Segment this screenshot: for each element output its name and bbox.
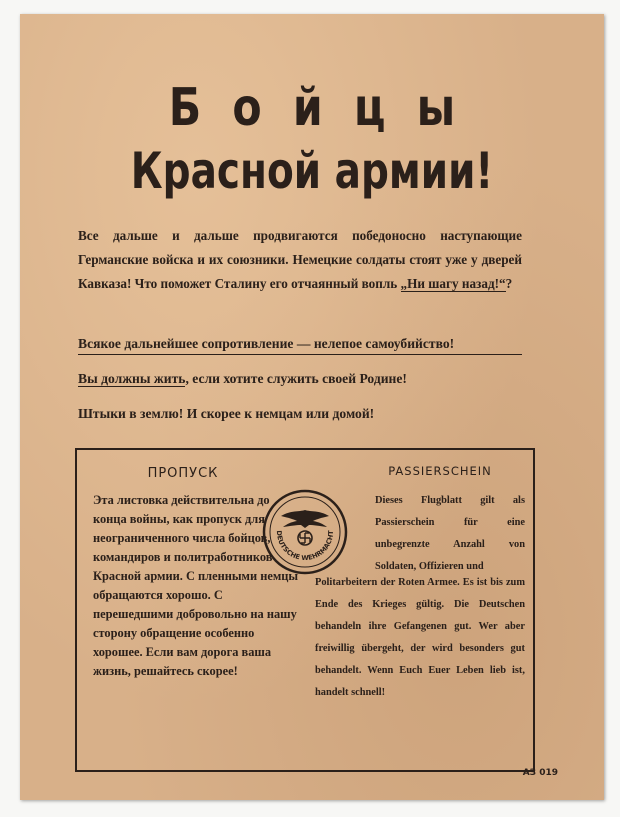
pass-box — [75, 448, 535, 772]
pass-german — [315, 464, 525, 698]
intro-end: ? — [505, 276, 513, 291]
title-line-2: Красной армии! — [130, 142, 494, 200]
leaflet-code: АЗ 019 — [522, 768, 558, 778]
intro-paragraph — [78, 224, 522, 296]
intro-quote: „Ни шагу назад!“ — [400, 276, 506, 291]
title-line-1: Бойцы — [168, 78, 487, 138]
pass-russian-heading: ПРОПУСК — [147, 466, 219, 481]
statement-live-underlined: Вы должны жить — [78, 371, 186, 386]
statement-resistance: Всякое дальнейшее сопротивление — нелепое самоубийство! — [78, 336, 522, 355]
pass-german-heading: PASSIERSCHEIN — [388, 464, 492, 478]
statement-bayonets: Штыки в землю! И скорее к немцам или домой! — [78, 406, 375, 421]
statement-live — [78, 371, 522, 387]
leaflet-sheet — [20, 14, 604, 800]
statement-live-rest: , если хотите служить своей Родине! — [185, 371, 407, 386]
pass-german-text-bottom: Politarbeitern der Roten Armee. Es ist bis zum Ende des Krieges gültig. Die Deutschen behandeln ihre Gefangenen gut. Wer aber freiwillig übergeht, der wird besonders gut behandelt. Wenn Euch Euer Leben lieb ist, handelt schnell! — [315, 577, 525, 698]
intro-text: Все дальше и дальше продвигаются победоносно наступающие Германские войска и их союзники. Немецкие солдаты стоят уже у дверей Кавказа! Что поможет Сталину его отчаянный вопль — [78, 228, 522, 291]
pass-russian-text: Эта листовка действительна до конца войны, как пропуск для неограниченного числа бойцов, командиров и политработников Красной армии. С пленными немцы обращаются хорошо. С перешедшими добровольно на нашу сторону обращение особенно хорошее. Если вам дорога ваша жизнь, решайтесь скорее! — [93, 493, 299, 678]
emblem-ring-text: DEUTSCHE WEHRMACHT — [274, 530, 336, 563]
pass-german-text-top: Dieses Flugblatt gilt als Passierschein für eine unbegrenzte Anzahl von Soldaten, Offizieren und — [375, 495, 525, 572]
